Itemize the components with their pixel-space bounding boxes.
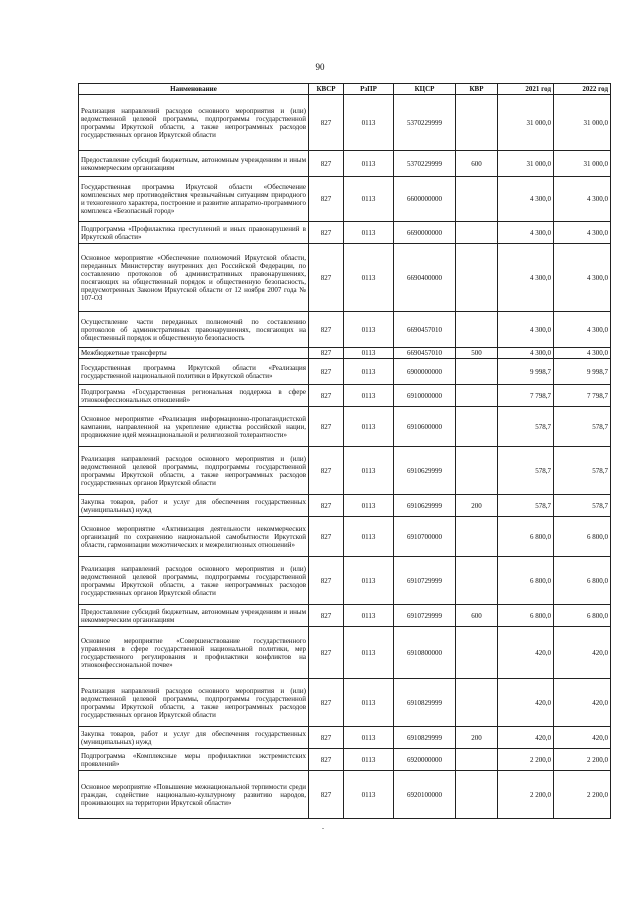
cell-kcsr: 6600000000 bbox=[394, 177, 456, 222]
cell-2021: 7 798,7 bbox=[498, 385, 554, 407]
cell-kvr bbox=[456, 771, 498, 819]
cell-kvsr: 827 bbox=[309, 177, 344, 222]
cell-kvr: 600 bbox=[456, 151, 498, 177]
cell-2021: 420,0 bbox=[498, 679, 554, 727]
cell-kvsr: 827 bbox=[309, 359, 344, 385]
cell-kcsr: 6690457010 bbox=[394, 348, 456, 359]
header-kvsr: КВСР bbox=[309, 84, 344, 95]
table-row bbox=[79, 727, 611, 749]
cell-2021: 4 300,0 bbox=[498, 312, 554, 348]
cell-2022: 6 800,0 bbox=[554, 517, 611, 557]
cell-rzpr: 0113 bbox=[344, 222, 394, 244]
table-row bbox=[79, 244, 611, 312]
cell-2022: 6 800,0 bbox=[554, 557, 611, 605]
budget-table bbox=[78, 83, 611, 819]
cell-name: Основное мероприятие «Повышение межнациональной терпимости среди граждан, содействие национально-культурному развитию народов, проживающих на территории Иркутской области» bbox=[79, 771, 309, 819]
cell-kvr bbox=[456, 244, 498, 312]
cell-2021: 2 200,0 bbox=[498, 771, 554, 819]
cell-2022: 578,7 bbox=[554, 495, 611, 517]
cell-name: Реализация направлений расходов основного мероприятия и (или) ведомственной целевой программы, подпрограммы государственной программы Иркутской области, а также непрограммных расходов государственных органов Иркутской области bbox=[79, 95, 309, 151]
cell-2022: 31 000,0 bbox=[554, 151, 611, 177]
cell-kvr bbox=[456, 679, 498, 727]
header-rzpr: РзПР bbox=[344, 84, 394, 95]
cell-2022: 420,0 bbox=[554, 679, 611, 727]
table-row bbox=[79, 495, 611, 517]
cell-kvsr: 827 bbox=[309, 407, 344, 447]
cell-2022: 9 998,7 bbox=[554, 359, 611, 385]
cell-2022: 4 300,0 bbox=[554, 222, 611, 244]
cell-kvr bbox=[456, 177, 498, 222]
cell-kvsr: 827 bbox=[309, 151, 344, 177]
cell-name: Реализация направлений расходов основного мероприятия и (или) ведомственной целевой программы, подпрограммы государственной программы Иркутской области, а также непрограммных расходов государственных органов Иркутской области bbox=[79, 679, 309, 727]
cell-2021: 4 300,0 bbox=[498, 222, 554, 244]
cell-kvsr: 827 bbox=[309, 605, 344, 627]
cell-name: Основное мероприятие «Реализация информационно-пропагандистской кампании, направленной на укрепление единства российской нации, продвижение идей межнациональной и религиозной толерантности» bbox=[79, 407, 309, 447]
cell-2022: 7 798,7 bbox=[554, 385, 611, 407]
cell-2021: 420,0 bbox=[498, 627, 554, 679]
cell-name: Государственная программа Иркутской области «Реализация государственной национальной политики в Иркутской области» bbox=[79, 359, 309, 385]
cell-kcsr: 6910629999 bbox=[394, 447, 456, 495]
cell-kcsr: 6910700000 bbox=[394, 517, 456, 557]
cell-2022: 578,7 bbox=[554, 447, 611, 495]
cell-rzpr: 0113 bbox=[344, 517, 394, 557]
cell-rzpr: 0113 bbox=[344, 727, 394, 749]
cell-name: Реализация направлений расходов основного мероприятия и (или) ведомственной целевой программы, подпрограммы государственной программы Иркутской области, а также непрограммных расходов государственных органов Иркутской области bbox=[79, 447, 309, 495]
cell-kvsr: 827 bbox=[309, 222, 344, 244]
cell-kcsr: 6690400000 bbox=[394, 244, 456, 312]
cell-2022: 31 000,0 bbox=[554, 95, 611, 151]
cell-name: Подпрограмма «Государственная региональная поддержка в сфере этноконфессиональных отношений» bbox=[79, 385, 309, 407]
cell-name: Предоставление субсидий бюджетным, автономным учреждениям и иным некоммерческим организациям bbox=[79, 151, 309, 177]
cell-rzpr: 0113 bbox=[344, 151, 394, 177]
cell-kcsr: 6910629999 bbox=[394, 495, 456, 517]
cell-kcsr: 6920000000 bbox=[394, 749, 456, 771]
cell-kcsr: 6910829999 bbox=[394, 727, 456, 749]
cell-2022: 4 300,0 bbox=[554, 244, 611, 312]
cell-kcsr: 6920100000 bbox=[394, 771, 456, 819]
cell-name: Предоставление субсидий бюджетным, автономным учреждениям и иным некоммерческим организациям bbox=[79, 605, 309, 627]
table-row bbox=[79, 605, 611, 627]
cell-2022: 420,0 bbox=[554, 627, 611, 679]
cell-kcsr: 6690000000 bbox=[394, 222, 456, 244]
cell-kvsr: 827 bbox=[309, 447, 344, 495]
cell-kcsr: 6690457010 bbox=[394, 312, 456, 348]
cell-rzpr: 0113 bbox=[344, 177, 394, 222]
cell-rzpr: 0113 bbox=[344, 359, 394, 385]
cell-2021: 578,7 bbox=[498, 407, 554, 447]
cell-kvsr: 827 bbox=[309, 385, 344, 407]
cell-kcsr: 6910000000 bbox=[394, 385, 456, 407]
cell-kvsr: 827 bbox=[309, 557, 344, 605]
table-row bbox=[79, 627, 611, 679]
table-header-row bbox=[79, 84, 611, 95]
cell-rzpr: 0113 bbox=[344, 627, 394, 679]
cell-name: Основное мероприятие «Совершенствование государственного управления в сфере государственной национальной политики, мер государственного регулирования и профилактики конфликтов на этноконфессиональной почве» bbox=[79, 627, 309, 679]
footer-mark: . bbox=[322, 822, 324, 831]
table-row bbox=[79, 679, 611, 727]
cell-kvr: 200 bbox=[456, 495, 498, 517]
table-row bbox=[79, 312, 611, 348]
table-row bbox=[79, 385, 611, 407]
cell-2022: 4 300,0 bbox=[554, 348, 611, 359]
cell-2021: 6 800,0 bbox=[498, 517, 554, 557]
cell-2022: 2 200,0 bbox=[554, 771, 611, 819]
cell-kcsr: 6910729999 bbox=[394, 605, 456, 627]
cell-name: Подпрограмма «Комплексные меры профилактики экстремистских проявлений» bbox=[79, 749, 309, 771]
table-row bbox=[79, 771, 611, 819]
cell-rzpr: 0113 bbox=[344, 447, 394, 495]
cell-rzpr: 0113 bbox=[344, 679, 394, 727]
cell-kvsr: 827 bbox=[309, 95, 344, 151]
table-row bbox=[79, 749, 611, 771]
cell-kcsr: 6910600000 bbox=[394, 407, 456, 447]
cell-name: Осуществление части переданных полномочий по составлению протоколов об административных правонарушениях, посягающих на общественный порядок и общественную безопасность bbox=[79, 312, 309, 348]
cell-kvsr: 827 bbox=[309, 749, 344, 771]
header-2022: 2022 год bbox=[554, 84, 611, 95]
table-row bbox=[79, 359, 611, 385]
header-kvr: КВР bbox=[456, 84, 498, 95]
cell-2022: 2 200,0 bbox=[554, 749, 611, 771]
table-row bbox=[79, 557, 611, 605]
cell-2021: 6 800,0 bbox=[498, 605, 554, 627]
cell-name: Закупка товаров, работ и услуг для обеспечения государственных (муниципальных) нужд bbox=[79, 727, 309, 749]
cell-rzpr: 0113 bbox=[344, 557, 394, 605]
cell-kvsr: 827 bbox=[309, 771, 344, 819]
cell-2021: 31 000,0 bbox=[498, 95, 554, 151]
cell-kvr bbox=[456, 385, 498, 407]
cell-name: Реализация направлений расходов основного мероприятия и (или) ведомственной целевой программы, подпрограммы государственной программы Иркутской области, а также непрограммных расходов государственных органов Иркутской области bbox=[79, 557, 309, 605]
cell-2022: 578,7 bbox=[554, 407, 611, 447]
cell-2021: 578,7 bbox=[498, 495, 554, 517]
cell-kvr bbox=[456, 447, 498, 495]
cell-2021: 420,0 bbox=[498, 727, 554, 749]
cell-name: Основное мероприятие «Обеспечение полномочий Иркутской области, переданных Министерству внутренних дел Российской Федерации, по составлению протоколов об административных правонарушениях, посягающих на общественный порядок и общественную безопасность, предусмотренных Законом Иркутской области от 12 ноября 2007 года № 107-ОЗ bbox=[79, 244, 309, 312]
cell-rzpr: 0113 bbox=[344, 605, 394, 627]
cell-kcsr: 6910800000 bbox=[394, 627, 456, 679]
cell-kvsr: 827 bbox=[309, 495, 344, 517]
table-body bbox=[79, 95, 611, 819]
cell-rzpr: 0113 bbox=[344, 771, 394, 819]
cell-kvr bbox=[456, 95, 498, 151]
cell-kvr bbox=[456, 557, 498, 605]
cell-kvr bbox=[456, 359, 498, 385]
header-2021: 2021 год bbox=[498, 84, 554, 95]
cell-kvsr: 827 bbox=[309, 517, 344, 557]
cell-kvsr: 827 bbox=[309, 244, 344, 312]
cell-rzpr: 0113 bbox=[344, 407, 394, 447]
cell-name: Государственная программа Иркутской области «Обеспечение комплексных мер противодействия чрезвычайным ситуациям природного и техногенного характера, построение и развитие аппаратно-программного комплекса «Безопасный город» bbox=[79, 177, 309, 222]
cell-kvr bbox=[456, 407, 498, 447]
header-name: Наименование bbox=[79, 84, 309, 95]
cell-kvr bbox=[456, 749, 498, 771]
table-row bbox=[79, 151, 611, 177]
cell-kvsr: 827 bbox=[309, 679, 344, 727]
cell-2022: 4 300,0 bbox=[554, 312, 611, 348]
cell-2021: 4 300,0 bbox=[498, 177, 554, 222]
table-row bbox=[79, 517, 611, 557]
cell-2021: 9 998,7 bbox=[498, 359, 554, 385]
cell-kvsr: 827 bbox=[309, 727, 344, 749]
cell-kcsr: 5370229999 bbox=[394, 151, 456, 177]
cell-rzpr: 0113 bbox=[344, 495, 394, 517]
cell-kvsr: 827 bbox=[309, 348, 344, 359]
cell-2021: 2 200,0 bbox=[498, 749, 554, 771]
cell-rzpr: 0113 bbox=[344, 749, 394, 771]
cell-kcsr: 6900000000 bbox=[394, 359, 456, 385]
table-row bbox=[79, 407, 611, 447]
cell-2022: 420,0 bbox=[554, 727, 611, 749]
cell-kvr bbox=[456, 312, 498, 348]
table-row bbox=[79, 447, 611, 495]
cell-2021: 578,7 bbox=[498, 447, 554, 495]
cell-kvr bbox=[456, 222, 498, 244]
header-kcsr: КЦСР bbox=[394, 84, 456, 95]
cell-kvr: 200 bbox=[456, 727, 498, 749]
cell-2022: 6 800,0 bbox=[554, 605, 611, 627]
cell-rzpr: 0113 bbox=[344, 348, 394, 359]
cell-2021: 31 000,0 bbox=[498, 151, 554, 177]
cell-kcsr: 6910829999 bbox=[394, 679, 456, 727]
cell-kcsr: 6910729999 bbox=[394, 557, 456, 605]
cell-kcsr: 5370229999 bbox=[394, 95, 456, 151]
table-row bbox=[79, 348, 611, 359]
cell-name: Основное мероприятие «Активизация деятельности некоммерческих организаций по сохранению национальной самобытности Иркутской области, гармонизации межэтнических и межрелигиозных отношений» bbox=[79, 517, 309, 557]
cell-kvr bbox=[456, 517, 498, 557]
table-row bbox=[79, 95, 611, 151]
table-row bbox=[79, 177, 611, 222]
cell-kvr: 500 bbox=[456, 348, 498, 359]
cell-name: Подпрограмма «Профилактика преступлений и иных правонарушений в Иркутской области» bbox=[79, 222, 309, 244]
cell-2021: 4 300,0 bbox=[498, 244, 554, 312]
cell-rzpr: 0113 bbox=[344, 385, 394, 407]
cell-rzpr: 0113 bbox=[344, 244, 394, 312]
cell-name: Межбюджетные трансферты bbox=[79, 348, 309, 359]
page-number: 90 bbox=[315, 62, 325, 72]
cell-kvsr: 827 bbox=[309, 627, 344, 679]
cell-name: Закупка товаров, работ и услуг для обеспечения государственных (муниципальных) нужд bbox=[79, 495, 309, 517]
cell-kvr bbox=[456, 627, 498, 679]
table-row bbox=[79, 222, 611, 244]
cell-rzpr: 0113 bbox=[344, 312, 394, 348]
cell-2021: 4 300,0 bbox=[498, 348, 554, 359]
cell-kvr: 600 bbox=[456, 605, 498, 627]
cell-kvsr: 827 bbox=[309, 312, 344, 348]
cell-rzpr: 0113 bbox=[344, 95, 394, 151]
cell-2022: 4 300,0 bbox=[554, 177, 611, 222]
cell-2021: 6 800,0 bbox=[498, 557, 554, 605]
